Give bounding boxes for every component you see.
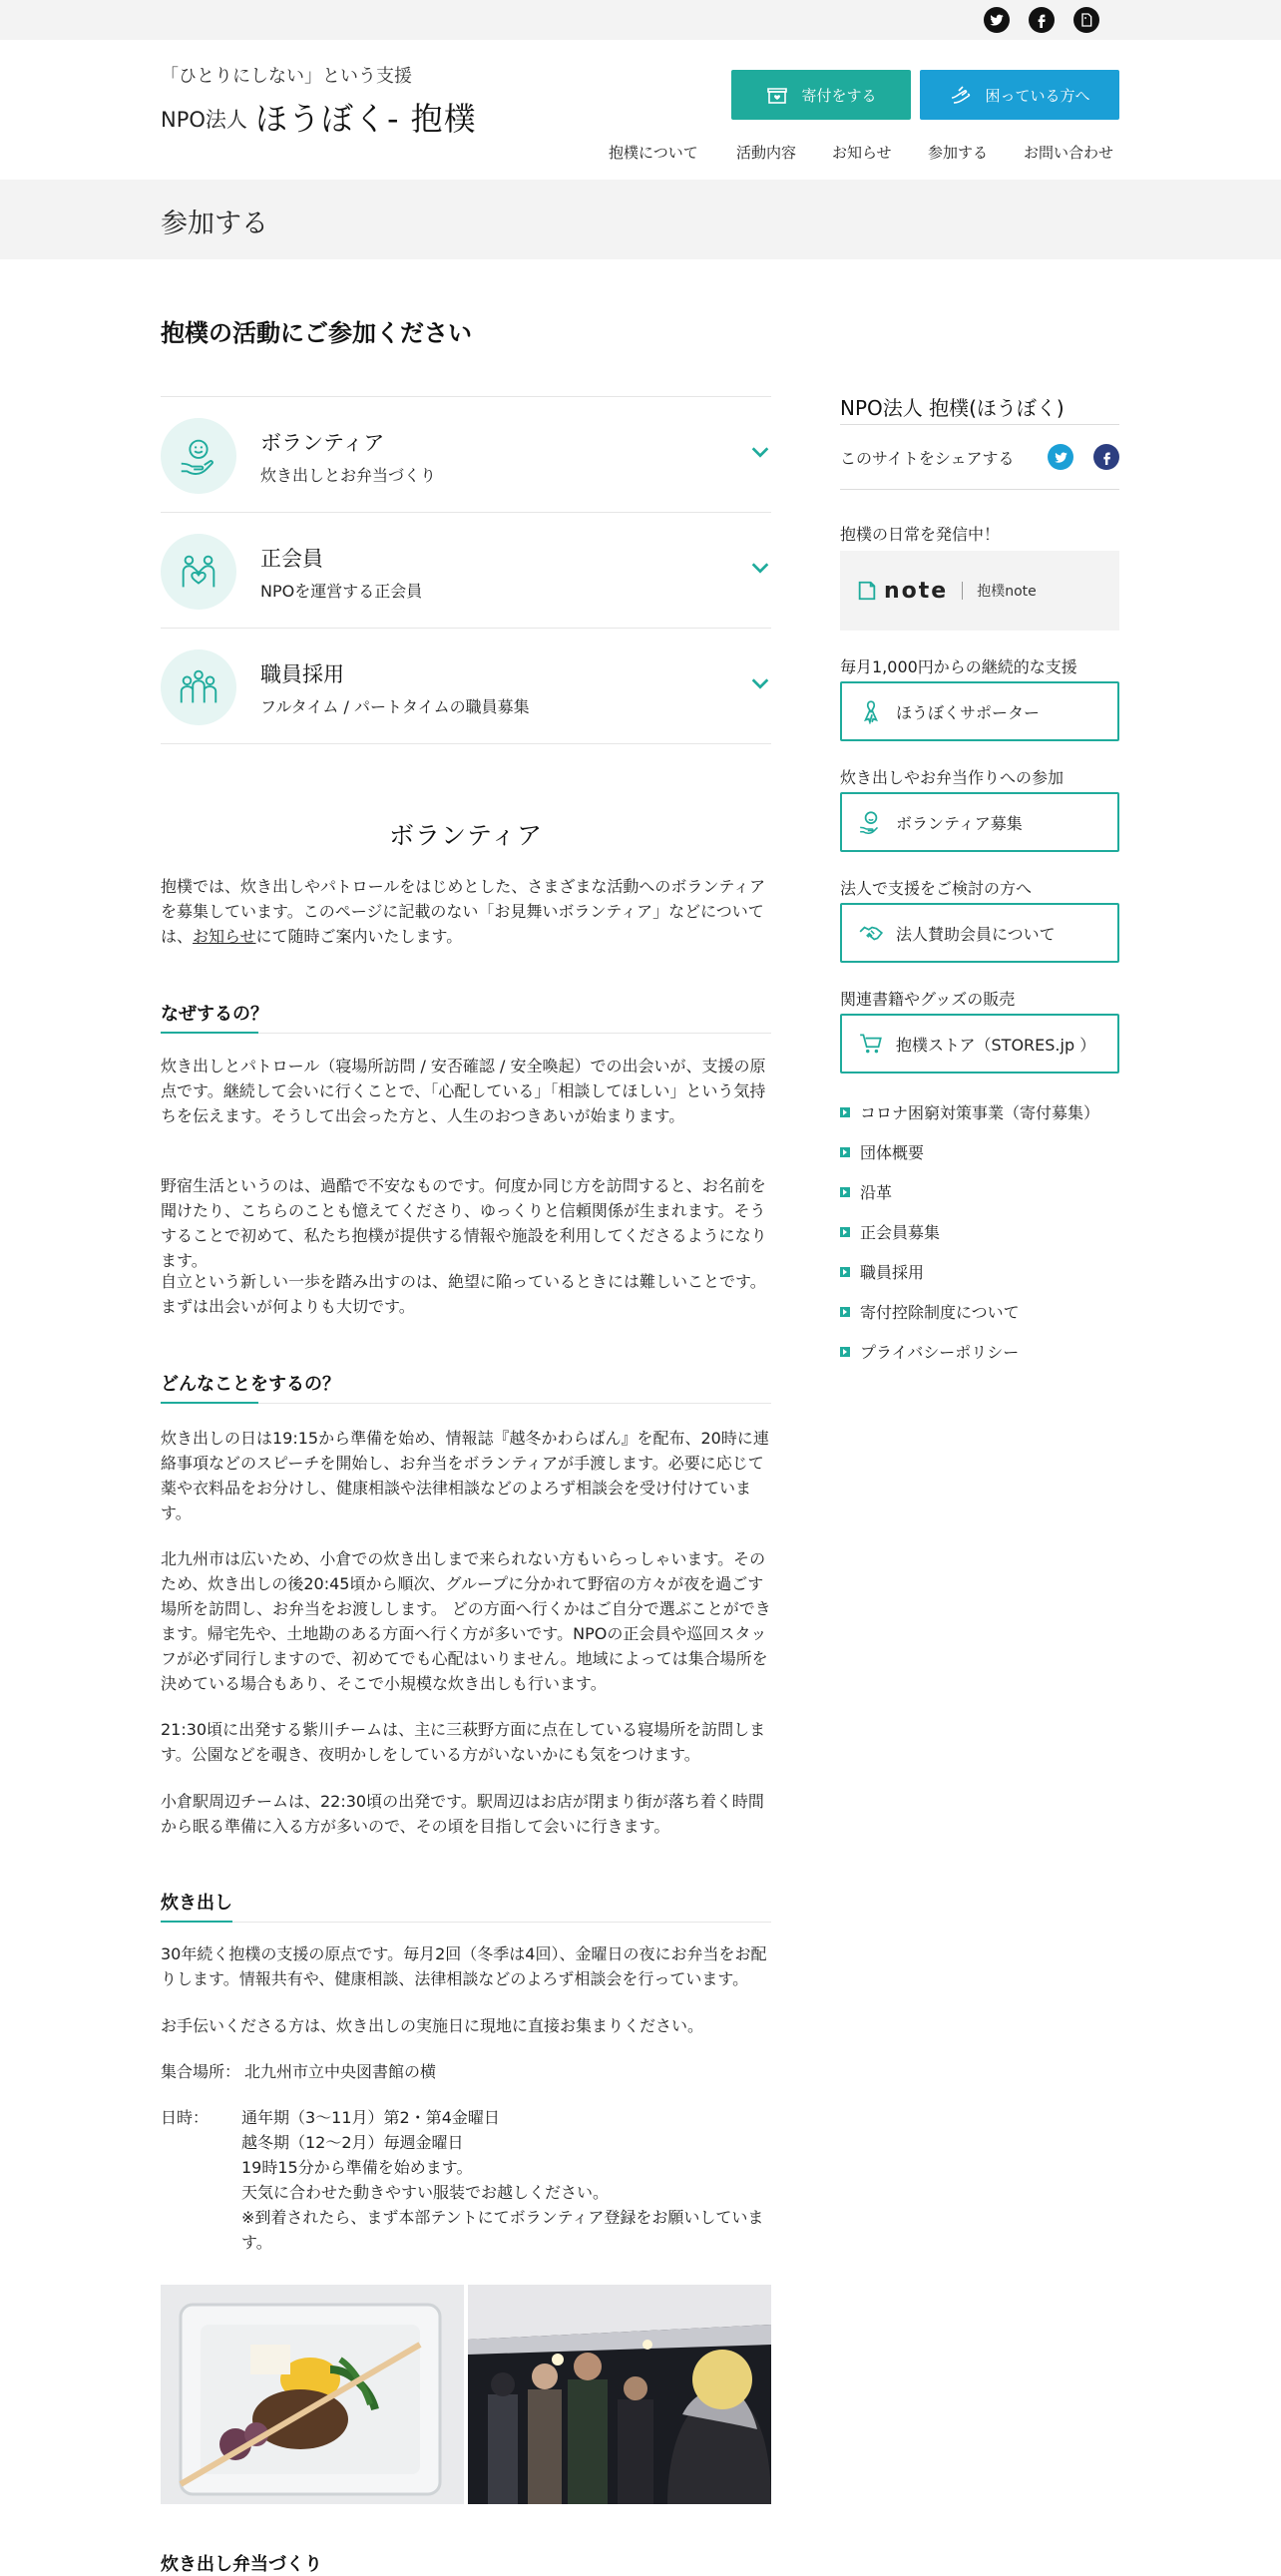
volunteer-icon: [858, 809, 884, 835]
what-paragraph: 小倉駅周辺チームは、22:30頃の出発です。駅周辺はお店が閉まり街が落ち着く時間から眠る準備に入る方が多いので、その頃を目指して会いに行きます。: [161, 1792, 764, 1836]
note-subtitle: 抱樸note: [977, 584, 1037, 600]
sidebar-link-label: コロナ困窮対策事業（寄付募集）: [860, 1103, 1100, 1122]
volunteer-button[interactable]: [840, 792, 1119, 852]
sidebar-link-privacy[interactable]: [840, 1340, 1019, 1363]
ribbon-icon: [858, 698, 884, 724]
gift-box-icon: [765, 83, 789, 107]
accordion-item-volunteer[interactable]: [161, 397, 771, 513]
note-icon[interactable]: [1073, 7, 1099, 33]
store-button[interactable]: [840, 1014, 1119, 1073]
news-link[interactable]: お知らせ: [193, 927, 256, 946]
page-title: 参加する: [161, 209, 268, 239]
sidebar-link-staff[interactable]: [840, 1260, 924, 1283]
accordion-title: ボランティア: [260, 431, 385, 455]
volunteer-label: ボランティア募集: [896, 813, 1023, 833]
note-word: note: [884, 578, 949, 604]
accordion-subtitle: 炊き出しとお弁当づくり: [260, 466, 437, 485]
participation-accordion: [161, 396, 771, 744]
member-heart-icon: [161, 534, 236, 610]
sidebar-divider: [840, 489, 1119, 490]
accordion-title: 職員採用: [260, 662, 344, 686]
date-line: 天気に合わせた動きやすい服装でお越しください。: [241, 2183, 610, 2202]
twitter-icon[interactable]: [984, 7, 1010, 33]
store-label: 抱樸ストア（STORES.jp ）: [896, 1035, 1096, 1055]
supporter-label: ほうぼくサポーター: [896, 702, 1041, 722]
main-heading: 抱樸の活動にご参加ください: [161, 319, 472, 347]
date-line: ※到着されたら、まず本部テントにてボランティア登録をお願いしています。: [241, 2208, 764, 2252]
note-separator: [962, 582, 963, 600]
intro-text-end: にて随時ご案内いたします。: [255, 927, 463, 946]
corporate-button[interactable]: [840, 903, 1119, 963]
date-label: 日時：: [161, 2108, 210, 2127]
org-prefix: NPO法人: [161, 108, 247, 132]
sidebar-link-history[interactable]: [840, 1180, 892, 1203]
sidebar-link-label: プライバシーポリシー: [860, 1343, 1020, 1362]
why-heading: なぜするの？: [161, 1000, 771, 1034]
site-header: [0, 40, 1281, 180]
why-paragraph: 野宿生活というのは、過酷で不安なものです。何度か同じ方を訪問すると、お名前を聞けたり、こちらのことも憶えてくださり、ゆっくりと信頼関係が生まれます。そうすることで初めて、私たち抱樸が提供する情報や施設を利用してくださるようになります。: [161, 1176, 767, 1270]
nav-about[interactable]: 抱樸について: [609, 144, 698, 162]
why-paragraph: 炊き出しとパトロール（寝場所訪問 / 安否確認 / 安全喚起）での出会いが、支援の原点です。継続して会いに行くことで、「心配している」「相談してほしい」という気持ちを伝えます。そうして出会った方と、人生のおつきあいが始まります。: [161, 1057, 766, 1125]
arrow-square-icon: [840, 1347, 850, 1357]
share-facebook-icon[interactable]: [1093, 444, 1119, 470]
help-label: 困っている方へ: [985, 86, 1090, 105]
takidashi-paragraph: お手伝いくださる方は、炊き出しの実施日に現地に直接お集まりください。: [161, 2016, 704, 2035]
top-bar: [0, 0, 1281, 40]
arrow-square-icon: [840, 1307, 850, 1317]
sidebar-org-title: NPO法人 抱樸(ほうぼく): [840, 396, 1065, 420]
nav-contact[interactable]: お問い合わせ: [1024, 144, 1114, 162]
sidebar-link-tax[interactable]: [840, 1300, 1020, 1323]
share-label: このサイトをシェアする: [840, 449, 1015, 468]
accordion-item-staff[interactable]: [161, 629, 771, 744]
note-caption: 抱樸の日常を発信中！: [840, 525, 1001, 544]
accordion-subtitle: NPOを運営する正会員: [260, 582, 423, 601]
date-lines: [241, 2105, 771, 2255]
sidebar-link-member[interactable]: [840, 1220, 940, 1243]
site-tagline: 「ひとりにしない」という支援: [161, 66, 412, 87]
cart-icon: [858, 1031, 884, 1057]
what-paragraph: 北九州市は広いため、小倉での炊き出しまで来られない方もいらっしゃいます。そのため、炊き出しの後20:45頃から順次、グループに分かれて野宿の方々が夜を過ごす場所を訪問し、お弁当をお渡しします。 どの方面へ行くかはご自分で選ぶことができます。帰宅先や、土地勘のある方面へ行く方が多いです。NPOの正会員や巡回スタッフが必ず同行しますので、初めてでも心配はいりません。地域によっては集合場所を決めている場合もあり、そこで小規模な炊き出しも行います。: [161, 1549, 771, 1693]
handshake-icon: [858, 920, 884, 946]
sidebar-link-label: 正会員募集: [860, 1223, 941, 1242]
volunteer-intro: [161, 874, 771, 949]
date-line: 19時15分から準備を始めます。: [241, 2158, 473, 2177]
meeting-place-label: 集合場所：: [161, 2062, 241, 2081]
sidebar-link-label: 団体概要: [860, 1143, 925, 1162]
date-line: 通年期（3〜11月）第2・第4金曜日: [241, 2108, 500, 2127]
chevron-down-icon[interactable]: [749, 672, 771, 694]
note-logo-icon: [856, 580, 878, 602]
accordion-item-member[interactable]: [161, 513, 771, 629]
intro-text: 抱樸では、炊き出しやパトロールをはじめとした、さまざまな活動へのボランティアを募集しています。このページに記載のない「お見舞いボランティア」などについては、: [161, 877, 766, 946]
accordion-subtitle: フルタイム / パートタイムの職員募集: [260, 697, 530, 716]
sidebar-link-label: 寄付控除制度について: [860, 1303, 1020, 1322]
page-title-band: [0, 180, 1281, 259]
sidebar-link-label: 職員採用: [860, 1263, 925, 1282]
takidashi-heading: 炊き出し: [161, 1889, 771, 1923]
donate-label: 寄付をする: [801, 86, 877, 105]
sidebar-link-label: 沿革: [860, 1183, 893, 1202]
corporate-caption: 法人で支援をご検討の方へ: [840, 879, 1033, 898]
site-logo[interactable]: ほうぼく- 抱樸: [255, 100, 477, 138]
arrow-square-icon: [840, 1187, 850, 1197]
what-heading: どんなことをするの？: [161, 1370, 771, 1404]
what-paragraph: 炊き出しの日は19:15から準備を始め、情報誌『越冬かわらばん』を配布、20時に連絡事項などのスピーチを開始し、お弁当をボランティアが手渡します。必要に応じて薬や衣料品をお分けし、健康相談や法律相談などのよろず相談会を受け付けています。: [161, 1429, 769, 1522]
sidebar-divider: [840, 424, 1119, 425]
what-paragraph: 21:30頃に出発する紫川チームは、主に三萩野方面に点在している寝場所を訪問します。公園などを覗き、夜明かしをしている方がいないかにも気をつけます。: [161, 1720, 766, 1764]
donate-button[interactable]: [731, 70, 911, 120]
arrow-square-icon: [840, 1107, 850, 1117]
supporter-button[interactable]: [840, 681, 1119, 741]
bento-photo: [161, 2285, 464, 2504]
accordion-title: 正会員: [260, 547, 323, 571]
arrow-square-icon: [840, 1147, 850, 1157]
facebook-icon[interactable]: [1029, 7, 1055, 33]
volunteer-section-title: ボランティア: [388, 821, 543, 850]
sidebar-link-overview[interactable]: [840, 1140, 924, 1163]
meeting-place-value: 北九州市立中央図書館の横: [244, 2062, 437, 2081]
volunteer-hand-icon: [161, 418, 236, 494]
chevron-down-icon[interactable]: [749, 441, 771, 463]
arrow-square-icon: [840, 1227, 850, 1237]
supporter-caption: 毎月1,000円からの継続的な支援: [840, 657, 1077, 676]
staff-group-icon: [161, 649, 236, 725]
helping-hand-icon: [949, 83, 973, 107]
note-banner[interactable]: [840, 551, 1119, 631]
date-line: 越冬期（12〜2月）毎週金曜日: [241, 2133, 464, 2152]
sidebar-link-corona[interactable]: [840, 1100, 1099, 1123]
chevron-down-icon[interactable]: [749, 557, 771, 579]
nav-activities[interactable]: 活動内容: [736, 144, 797, 162]
nav-news[interactable]: お知らせ: [832, 144, 892, 162]
distribution-photo: [468, 2285, 771, 2504]
volunteer-caption: 炊き出しやお弁当作りへの参加: [840, 768, 1065, 787]
arrow-square-icon: [840, 1267, 850, 1277]
corporate-label: 法人賛助会員について: [896, 924, 1056, 944]
takidashi-paragraph: 30年続く抱樸の支援の原点です。毎月2回（冬季は4回）、金曜日の夜にお弁当をお配りします。情報共有や、健康相談、法律相談などのよろず相談会を行っています。: [161, 1944, 767, 1988]
store-caption: 関連書籍やグッズの販売: [840, 990, 1016, 1009]
nav-join[interactable]: 参加する: [928, 144, 989, 162]
share-twitter-icon[interactable]: [1048, 444, 1073, 470]
next-section-heading: 炊き出し弁当づくり: [161, 2554, 322, 2575]
why-paragraph: 自立という新しい一歩を踏み出すのは、絶望に陥っているときには難しいことです。まずは出会いが何よりも大切です。: [161, 1272, 766, 1316]
help-button[interactable]: [920, 70, 1119, 120]
